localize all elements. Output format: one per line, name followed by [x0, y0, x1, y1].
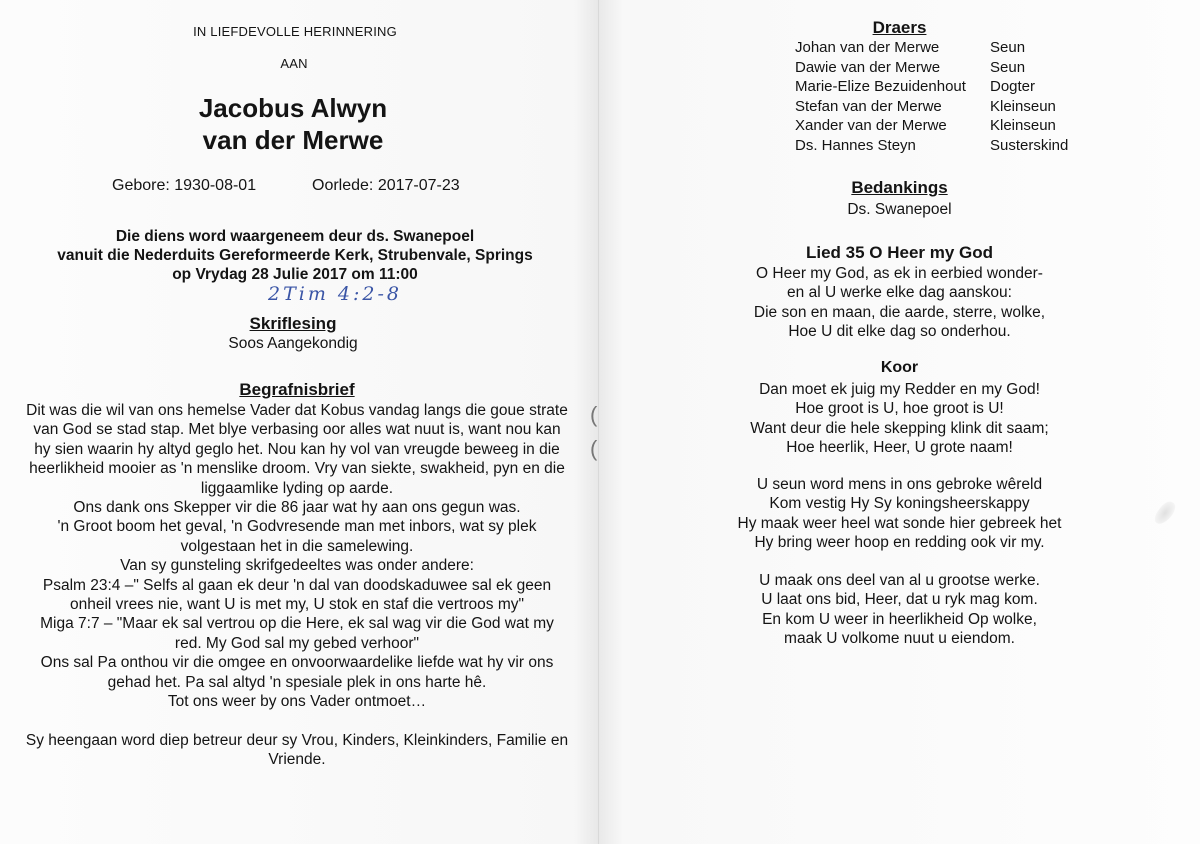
- letter-line: gehad het. Pa sal altyd 'n spesiale plek in ons harte hê.: [107, 673, 487, 691]
- letter-line: van God se stad stap. Met blye verbasing oor alles wat nuut is, want nou kan: [33, 421, 561, 439]
- thanks-heading: Bedankings: [851, 178, 948, 197]
- service-line-3: op Vrydag 28 Julie 2017 om 11:00: [172, 266, 418, 283]
- handwritten-note: 2Tim 4:2-8: [268, 283, 402, 305]
- verse-3: [599, 571, 1200, 649]
- bearer-name: Ds. Hannes Steyn: [795, 136, 916, 154]
- hymn-line: Die son en maan, die aarde, sterre, wolke,: [753, 303, 1046, 321]
- letter-line: onheil vrees nie, want U is met my, U stok en staf die vertroos my": [69, 596, 525, 614]
- letter-line: Van sy gunsteling skrifgedeeltes was onder andere:: [120, 557, 474, 575]
- letter-line: Miga 7:7 – "Maar ek sal vertrou op die Here, ek sal wag vir die God wat my: [40, 615, 554, 633]
- thanks-text: Ds. Swanepoel: [847, 201, 952, 218]
- verse-line: Hy maak weer heel wat sonde hier gebreek het: [737, 514, 1062, 532]
- letter-line: 'n Groot boom het geval, 'n Godvresende man met inbors, wat sy plek: [57, 518, 537, 536]
- funeral-letter: [16, 401, 578, 770]
- chorus-line: Hoe heerlik, Heer, U grote naam!: [786, 439, 1013, 457]
- bearer-relation: Seun: [990, 58, 1026, 76]
- closing-line: Sy heengaan word diep betreur deur sy Vrou, Kinders, Kleinkinders, Familie en: [25, 731, 569, 749]
- chorus-line: Want deur die hele skepping klink dit saam;: [750, 419, 1049, 437]
- closing-line: Vriende.: [268, 751, 326, 769]
- letter-line: volgestaan het in die samelewing.: [180, 537, 414, 555]
- verse-line: U maak ons deel van al u grootse werke.: [759, 572, 1040, 589]
- bearer-relation: Susterskind: [990, 136, 1069, 154]
- letter-line: Dit was die wil van ons hemelse Vader dat Kobus vandag langs die goue strate: [26, 402, 568, 419]
- fold-mark: (: [590, 436, 598, 461]
- verse-line: Hy bring weer hoop en redding ook vir my.: [754, 534, 1045, 552]
- hymn-line: en al U werke elke dag aanskou:: [787, 284, 1012, 302]
- bearers-heading: Draers: [872, 18, 927, 37]
- hymn-verse: [599, 264, 1200, 342]
- chorus-heading: Koor: [880, 359, 919, 376]
- fold-mark: (: [590, 402, 598, 427]
- verse-line: En kom U weer in heerlikheid Op wolke,: [762, 610, 1037, 628]
- bearer-row: [795, 77, 1068, 97]
- hymn-title: Lied 35 O Heer my God: [805, 243, 994, 262]
- verse-line: U seun word mens in ons gebroke wêreld: [756, 476, 1043, 493]
- verse-line: maak U volkome nuut u eiendom.: [784, 630, 1015, 648]
- bearer-relation: Kleinseun: [990, 97, 1056, 115]
- service-line-2: vanuit die Nederduits Gereformeerde Kerk, Strubenvale, Springs: [57, 247, 533, 264]
- bearer-name: Xander van der Merwe: [795, 117, 947, 134]
- left-page: [0, 0, 599, 844]
- chorus-line: Dan moet ek juig my Redder en my God!: [759, 381, 1040, 398]
- right-page: [599, 0, 1200, 844]
- bearer-name: Stefan van der Merwe: [795, 97, 942, 115]
- intro-text: IN LIEFDEVOLLE HERINNERING: [193, 24, 397, 39]
- bearer-row: [795, 38, 1068, 58]
- letter-line: red. My God sal my gebed verhoor": [174, 634, 420, 652]
- letter-line: Ons dank ons Skepper vir die 86 jaar wat hy aan ons gegun was.: [73, 499, 521, 517]
- bearers-list: [795, 38, 1068, 155]
- bearer-relation: Kleinseun: [990, 117, 1056, 134]
- letter-line: Psalm 23:4 –" Selfs al gaan ek deur 'n dal van doodskaduwee sal ek geen: [42, 576, 552, 594]
- letter-line: Tot ons weer by ons Vader ontmoet…: [167, 693, 427, 711]
- deceased-first-names: Jacobus Alwyn: [198, 93, 388, 123]
- chorus: [599, 380, 1200, 458]
- letter-line: Ons sal Pa onthou vir die omgee en onvoorwaardelike liefde wat hy vir ons: [40, 654, 554, 672]
- verse-line: Kom vestig Hy Sy koningsheerskappy: [769, 495, 1030, 513]
- reading-heading: Skriflesing: [249, 314, 337, 333]
- hymn-line: O Heer my God, as ek in eerbied wonder-: [756, 265, 1043, 282]
- letter-line: hy sien waarin hy altyd geglo het. Nou kan hy vol van vreugde beweeg in die: [34, 440, 560, 458]
- bearer-row: [795, 116, 1068, 136]
- bearer-row: [795, 136, 1068, 156]
- bearer-relation: Seun: [990, 39, 1026, 56]
- bearer-row: [795, 58, 1068, 78]
- bearer-relation: Dogter: [990, 78, 1036, 95]
- verse-line: U laat ons bid, Heer, dat u ryk mag kom.: [761, 591, 1038, 609]
- letter-line: liggaamlike lyding op aarde.: [200, 479, 394, 497]
- death-date: Oorlede: 2017-07-23: [312, 177, 460, 194]
- bearer-name: Johan van der Merwe: [795, 39, 940, 56]
- letter-line: heerlikheid mooier as 'n menslike droom. Vry van siekte, swakheid, pyn en die: [29, 460, 565, 478]
- verse-2: [599, 475, 1200, 553]
- bearer-name: Marie-Elize Bezuidenhout: [795, 78, 966, 95]
- birth-date: Gebore: 1930-08-01: [112, 177, 257, 194]
- chorus-line: Hoe groot is U, hoe groot is U!: [795, 400, 1004, 418]
- letter-heading: Begrafnisbrief: [239, 380, 355, 399]
- hymn-line: Hoe U dit elke dag so onderhou.: [788, 323, 1011, 341]
- bearer-row: [795, 97, 1068, 117]
- reading-text: Soos Aangekondig: [228, 335, 358, 352]
- deceased-surname: van der Merwe: [202, 125, 384, 155]
- service-line-1: Die diens word waargeneem deur ds. Swanepoel: [115, 228, 475, 245]
- to-text: AAN: [280, 56, 308, 71]
- bearer-name: Dawie van der Merwe: [795, 58, 941, 76]
